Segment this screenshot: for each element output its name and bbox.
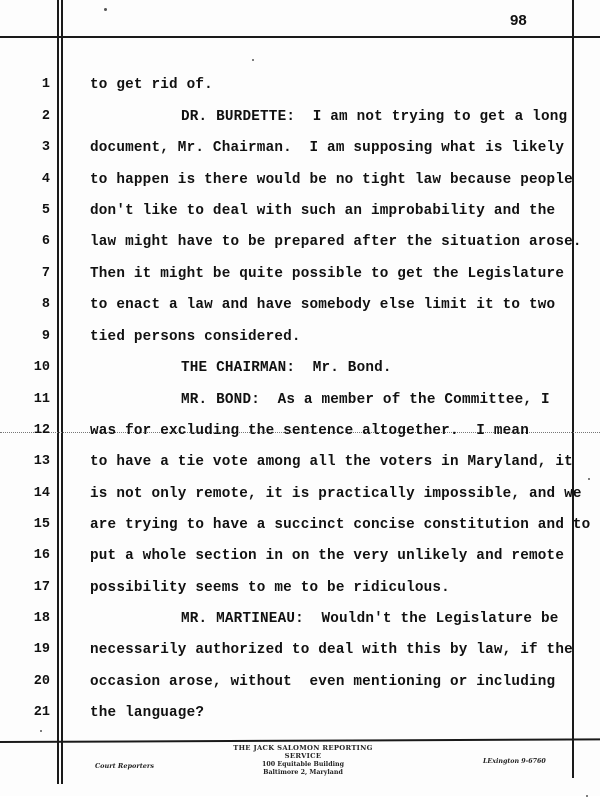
top-border-line (0, 36, 600, 38)
transcript-line (0, 580, 600, 604)
line-number: 17 (33, 580, 50, 595)
line-text: tied persons considered. (90, 329, 301, 345)
footer-address-line1: 100 Equitable Building (262, 761, 344, 768)
transcript-line (0, 140, 600, 164)
line-text: put a whole section in on the very unlikely and remote (90, 548, 565, 564)
transcript-line (0, 77, 600, 101)
scan-speck (40, 730, 42, 732)
transcript-line (0, 360, 600, 384)
footer-court-reporters: Court Reporters (95, 762, 154, 770)
line-text: occasion arose, without even mentioning or including (90, 674, 556, 690)
line-text: is not only remote, it is practically impossible, and we (90, 486, 582, 502)
transcript-line (0, 705, 600, 729)
line-number: 11 (33, 392, 50, 407)
transcript-line (0, 423, 600, 447)
line-number: 3 (41, 140, 50, 155)
transcript-line (0, 203, 600, 227)
transcript-line (0, 329, 600, 353)
line-number: 1 (41, 77, 50, 92)
line-number: 8 (41, 297, 50, 312)
line-text: Then it might be quite possible to get the Legislature (90, 266, 565, 282)
line-text: necessarily authorized to deal with this by law, if the (90, 642, 573, 658)
transcript-line (0, 109, 600, 133)
footer-phone: LExington 9-6760 (483, 758, 546, 765)
line-number: 12 (33, 423, 50, 438)
line-text: was for excluding the sentence altogether. I mean (90, 423, 529, 439)
line-number: 6 (41, 234, 50, 249)
page-number: 98 (510, 12, 527, 29)
line-number: 10 (33, 360, 50, 375)
transcript-line (0, 611, 600, 635)
line-text: to get rid of. (90, 77, 213, 93)
line-number: 7 (41, 266, 50, 281)
line-number: 13 (33, 454, 50, 469)
transcript-line (0, 548, 600, 572)
line-number: 16 (33, 548, 50, 563)
line-text: to enact a law and have somebody else limit it to two (90, 297, 556, 313)
transcript-line (0, 392, 600, 416)
line-text: the language? (90, 705, 205, 721)
line-number: 2 (41, 109, 50, 124)
line-number: 14 (33, 486, 50, 501)
transcript-line (0, 486, 600, 510)
scan-speck (104, 8, 107, 11)
footer-firm-block (218, 744, 388, 776)
transcript-line (0, 172, 600, 196)
line-number: 4 (41, 172, 50, 187)
transcript-line (0, 297, 600, 321)
line-number: 21 (33, 705, 50, 720)
transcript-line (0, 454, 600, 478)
line-number: 20 (33, 674, 50, 689)
line-number: 15 (33, 517, 50, 532)
transcript-line (0, 642, 600, 666)
line-number: 5 (41, 203, 50, 218)
line-number: 19 (33, 642, 50, 657)
line-number: 18 (33, 611, 50, 626)
page-footer (0, 742, 600, 796)
line-text: document, Mr. Chairman. I am supposing what is likely (90, 140, 565, 156)
line-text: to have a tie vote among all the voters in Maryland, it (90, 454, 573, 470)
line-number: 9 (41, 329, 50, 344)
line-text: possibility seems to me to be ridiculous. (90, 580, 450, 596)
transcript-line (0, 234, 600, 258)
speaker-line-text: MR. MARTINEAU: Wouldn't the Legislature be (181, 611, 559, 627)
line-text: don't like to deal with such an improbability and the (90, 203, 556, 219)
speaker-line-text: THE CHAIRMAN: Mr. Bond. (181, 360, 392, 376)
footer-firm-name: THE JACK SALOMON REPORTING SERVICE (233, 744, 373, 760)
speaker-line-text: MR. BOND: As a member of the Committee, I (181, 392, 550, 408)
line-text: are trying to have a succinct concise constitution and to (90, 517, 591, 533)
transcript-line (0, 517, 600, 541)
scan-speck (252, 59, 254, 61)
line-text: to happen is there would be no tight law because people (90, 172, 573, 188)
transcript-line (0, 266, 600, 290)
transcript-line (0, 674, 600, 698)
speaker-line-text: DR. BURDETTE: I am not trying to get a long (181, 109, 568, 125)
scan-speck (588, 478, 590, 480)
line-text: law might have to be prepared after the situation arose. (90, 234, 582, 250)
footer-address-line2: Baltimore 2, Maryland (263, 769, 343, 776)
